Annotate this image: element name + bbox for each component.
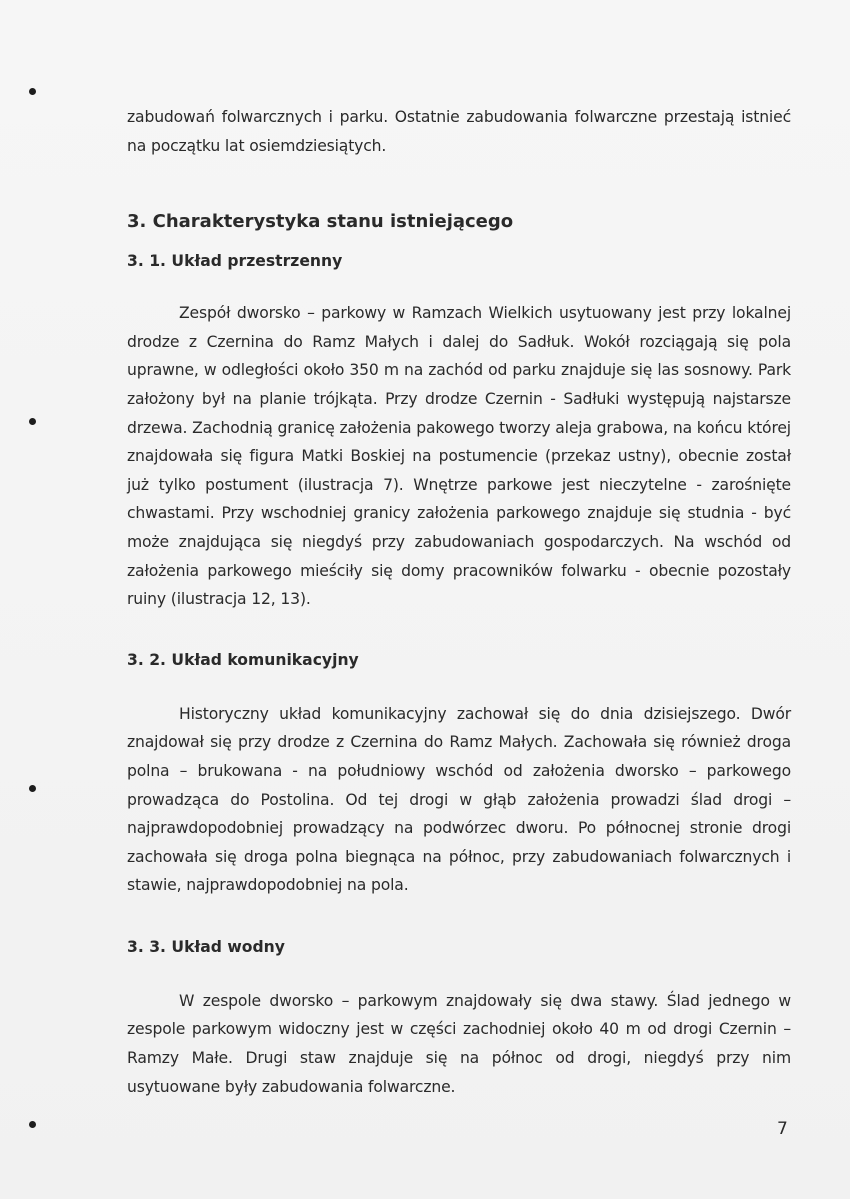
continuation-paragraph: zabudowań folwarcznych i parku. Ostatnie zabudowania folwarczne przestają istnieć na początku lat osiemdziesiątych. — [127, 108, 791, 155]
subsection-heading-water-layout: 3. 3. Układ wodny — [127, 937, 285, 956]
binder-hole-mark — [29, 418, 36, 425]
section-title: 3. Charakterystyka stanu istniejącego — [127, 211, 514, 233]
page-number: 7 — [777, 1119, 788, 1139]
subsection-heading-spatial-layout: 3. 1. Układ przestrzenny — [127, 252, 343, 271]
subsection-text-communication-layout: Historyczny układ komunikacyjny zachował się do dnia dzisiejszego. Dwór znajdował się przy drodze z Czernina do Ramz Małych. Zachowała się również droga polna – brukowana - na południowy wschód od założenia dworsko – parkowego prowadząca do Postolina. Od tej drogi w głąb założenia prowadzi ślad drogi – najprawdopodobniej prowadzący na podwórzec dworu. Po północnej stronie drogi zachowała się droga polna biegnąca na północ, przy zabudowaniach folwarcznych i stawie, najprawdopodobniej na pola. — [127, 704, 791, 895]
subsection-text-water-layout: W zespole dworsko – parkowym znajdowały się dwa stawy. Ślad jednego w zespole parkowym widoczny jest w części zachodniej około 40 m od drogi Czernin – Ramzy Małe. Drugi staw znajduje się na północ od drogi, niegdyś przy nim usytuowane były zabudowania folwarczne. — [127, 991, 791, 1096]
subsection-text-spatial-layout: Zespół dworsko – parkowy w Ramzach Wielkich usytuowany jest przy lokalnej drodze z Czernina do Ramz Małych i dalej do Sadłuk. Wokół rozciągają się pola uprawne, w odległości około 350 m na zachód od parku znajduje się las sosnowy. Park założony był na planie trójkąta. Przy drodze Czernin - Sadłuki występują najstarsze drzewa. Zachodnią granicę założenia pakowego tworzy aleja grabowa, na końcu której znajdowała się figura Matki Boskiej na postumencie (przekaz ustny), obecnie został już tylko postument (ilustracja 7). Wnętrze parkowe jest nieczytelne - zarośnięte chwastami. Przy wschodniej granicy założenia parkowego znajduje się studnia - być może znajdująca się niegdyś przy zabudowaniach gospodarczych. Na wschód od założenia parkowego mieściły się domy pracowników folwarku - obecnie pozostały ruiny (ilustracja 12, 13). — [127, 304, 791, 609]
subsection-heading-communication-layout: 3. 2. Układ komunikacyjny — [127, 650, 359, 669]
binder-hole-mark — [29, 88, 36, 95]
document-body — [127, 103, 791, 1101]
binder-hole-mark — [29, 785, 36, 792]
binder-hole-mark — [29, 1121, 36, 1128]
